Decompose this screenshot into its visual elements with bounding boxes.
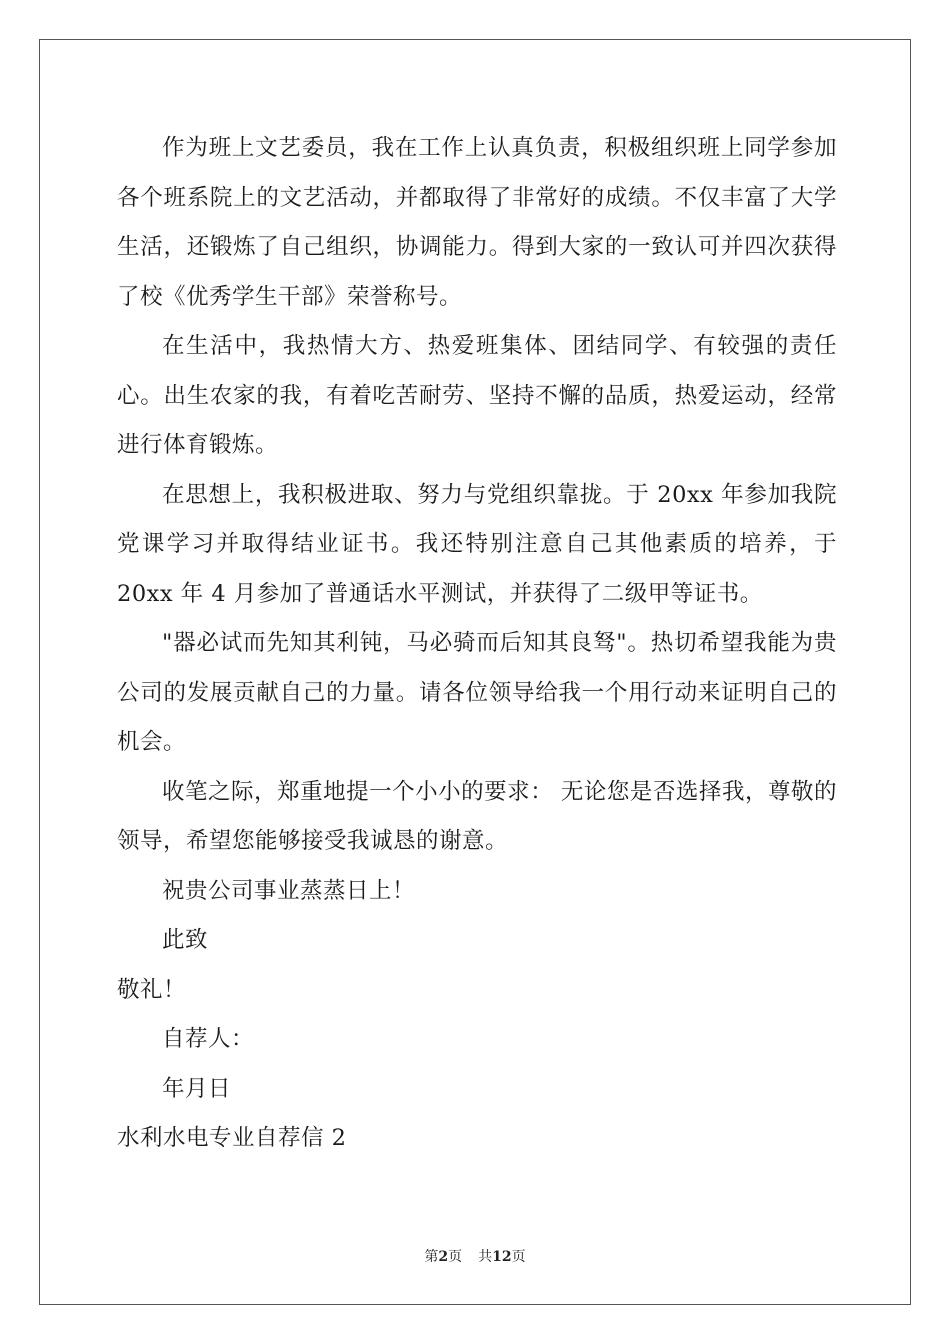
document-body	[117, 124, 837, 1164]
footer-page-current: 2	[438, 1249, 449, 1265]
page-footer	[0, 1246, 950, 1266]
section-title-next-letter: 水利水电专业自荐信 2	[117, 1125, 347, 1151]
paragraph-daily-life: 在生活中，我热情大方、热爱班集体、团结同学、有较强的责任心。出生农家的我，有着吃苦耐劳、坚持不懈的品质，热爱运动，经常进行体育锻炼。	[117, 333, 837, 458]
footer-total-suffix: 页	[511, 1249, 526, 1265]
paragraph-quote-hope: "器必试而先知其利钝，马必骑而后知其良驽"。热切希望我能为贵公司的发展贡献自己的力量。请各位领导给我一个用行动来证明自己的机会。	[117, 630, 837, 755]
signature-date: 年月日	[162, 1075, 232, 1102]
paragraph-ideology: 在思想上，我积极进取、努力与党组织靠拢。于 20xx 年参加我院党课学习并取得结业证书。我还特别注意自己其他素质的培养，于 20xx 年 4 月参加了普通话水平测试，并获得了二级甲等证书。	[117, 481, 837, 607]
paragraph-closing-request: 收笔之际，郑重地提一个小小的要求： 无论您是否选择我，尊敬的领导，希望您能够接受我诚恳的谢意。	[117, 778, 837, 854]
signature-self-recommender: 自荐人：	[162, 1026, 255, 1052]
footer-page-total: 12	[492, 1249, 512, 1265]
footer-page-prefix: 第	[424, 1249, 439, 1265]
paragraph-literary-committee: 作为班上文艺委员，我在工作上认真负责，积极组织班上同学参加各个班系院上的文艺活动，并都取得了非常好的成绩。不仅丰富了大学生活，还锻炼了自己组织，协调能力。得到大家的一致认可并四次获得了校《优秀学生干部》荣誉称号。	[117, 135, 837, 310]
paragraph-wish: 祝贵公司事业蒸蒸日上！	[162, 877, 416, 904]
footer-total-prefix: 共	[478, 1249, 493, 1265]
footer-page-suffix: 页	[448, 1249, 463, 1265]
salutation-cizhi: 此致	[162, 927, 209, 953]
salutation-jingli: 敬礼！	[117, 976, 187, 1003]
